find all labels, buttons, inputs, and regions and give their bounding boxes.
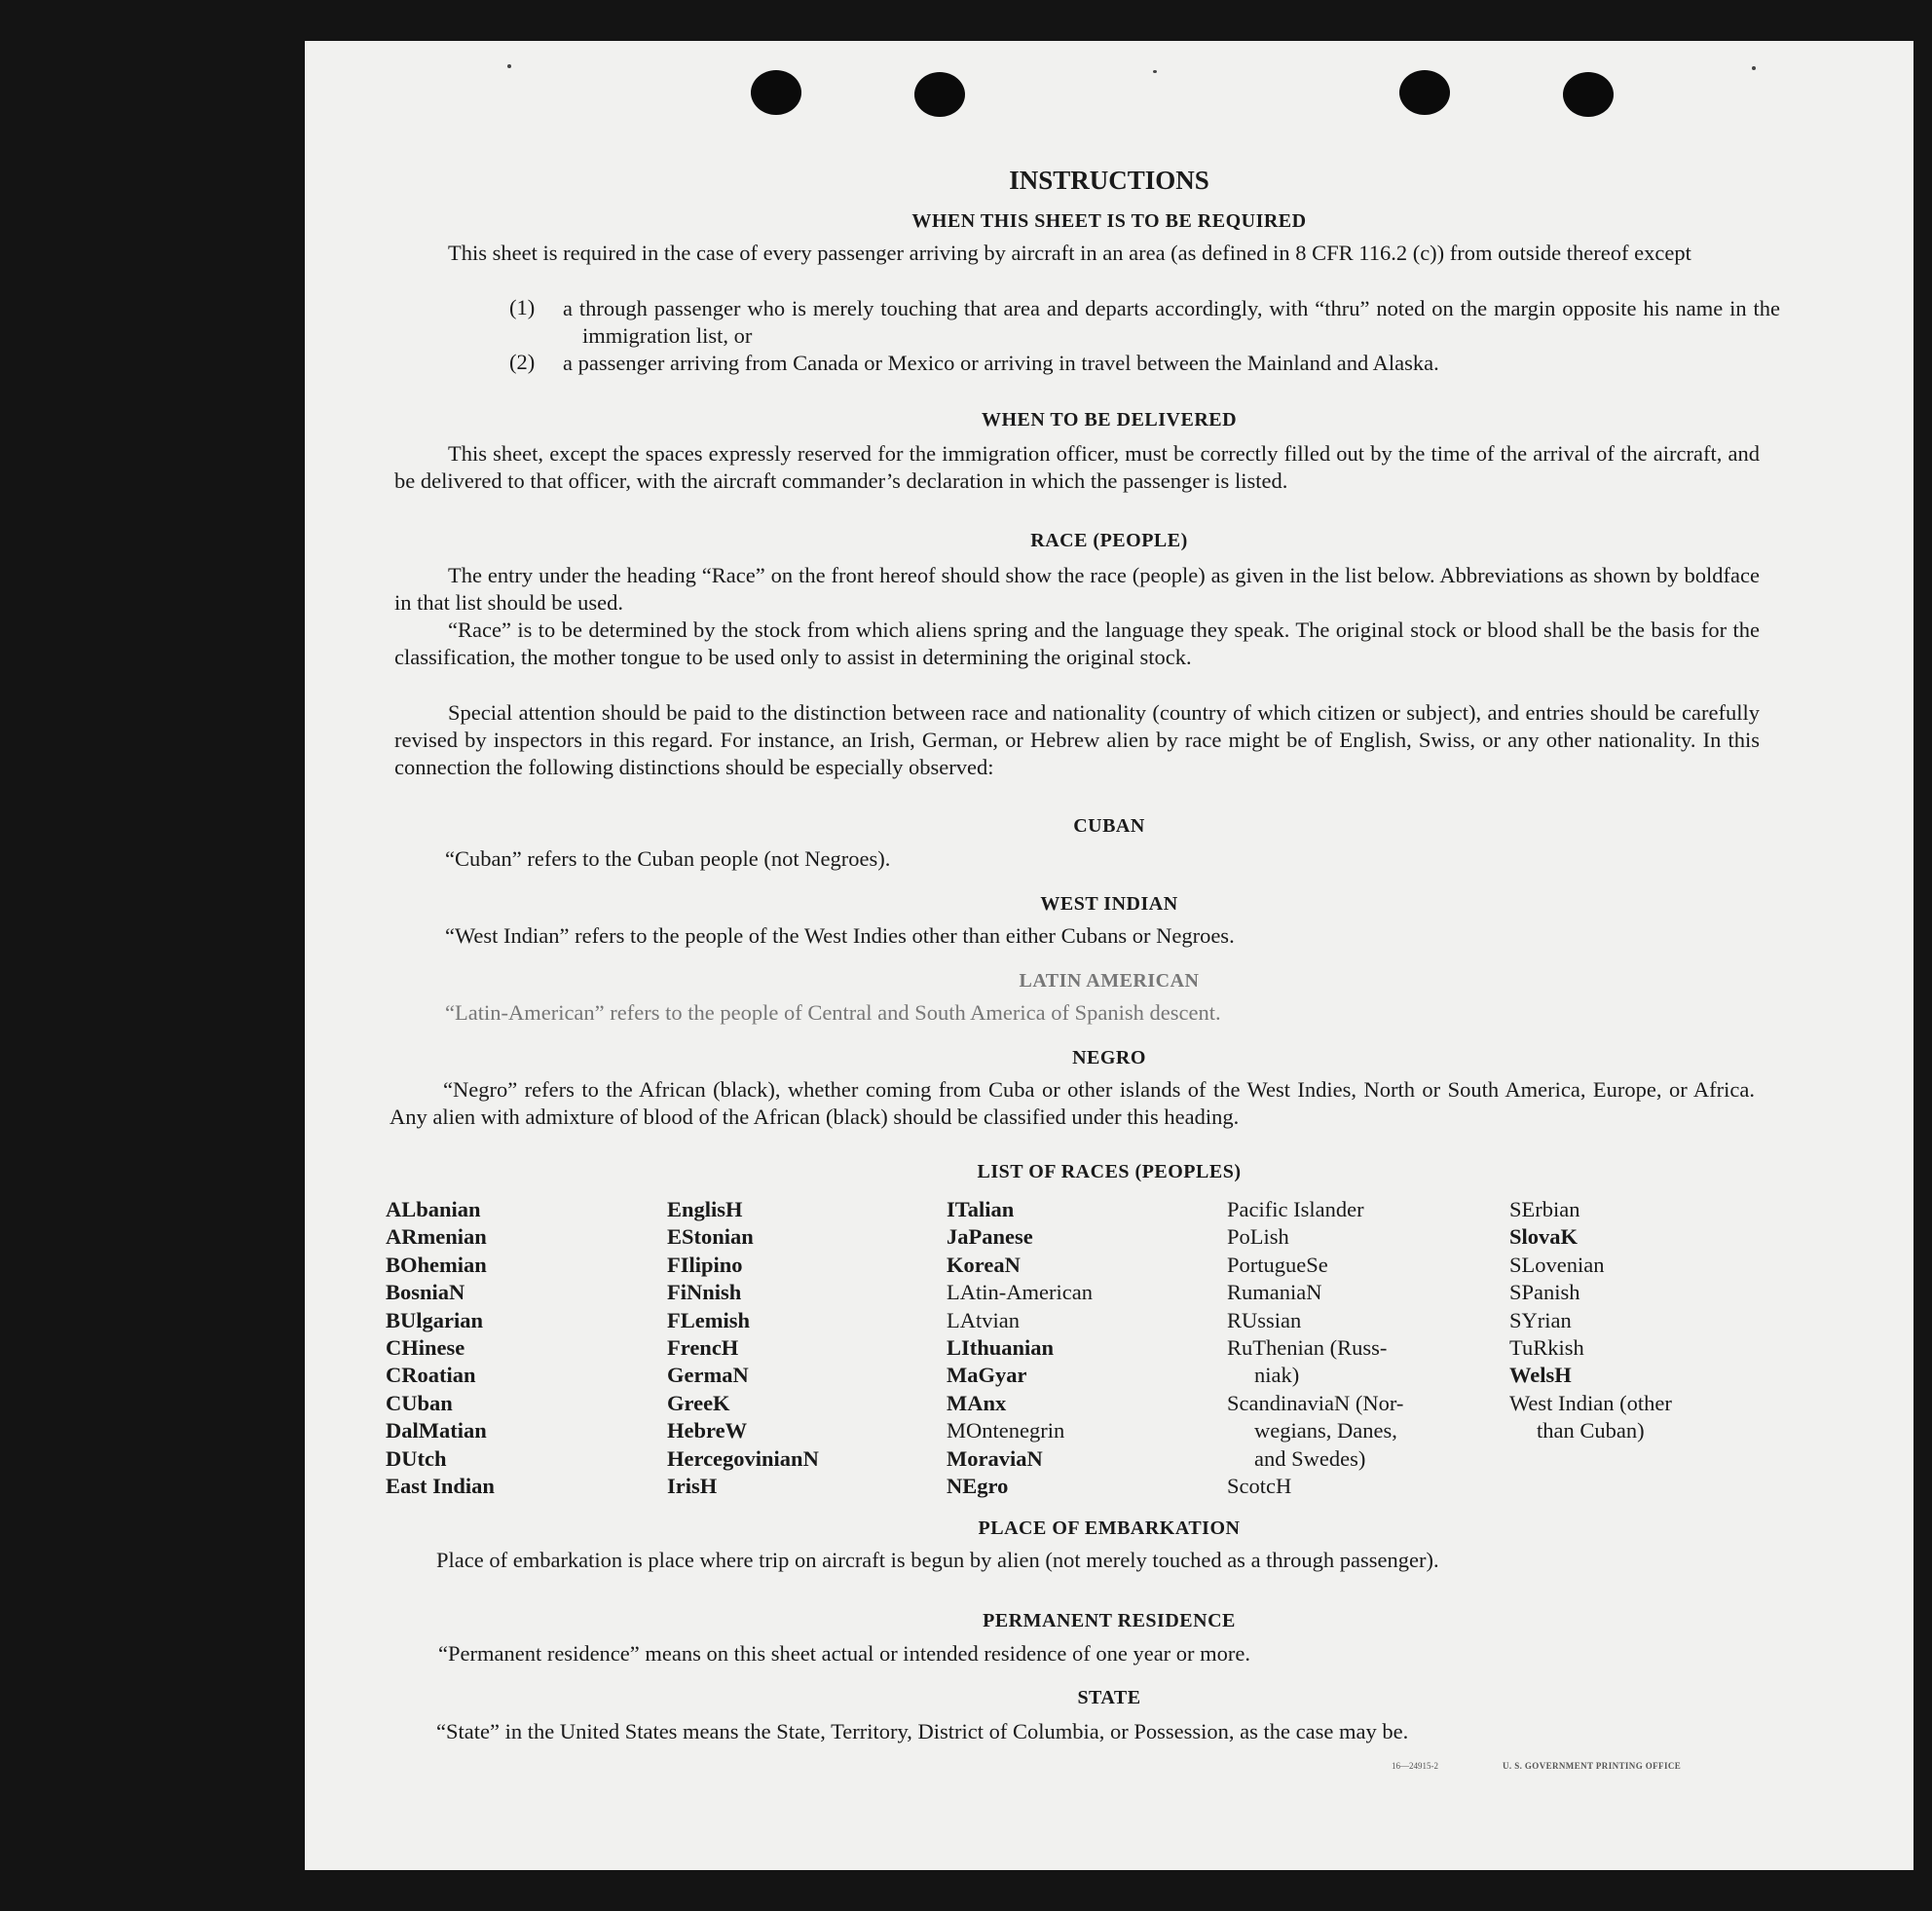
race-entry: SPanish — [1509, 1280, 1580, 1305]
punch-hole — [914, 72, 965, 117]
race-entry: MaGyar — [947, 1363, 1027, 1388]
race-entry: FrencH — [667, 1335, 739, 1361]
race-entry: NEgro — [947, 1474, 1009, 1499]
heading-west-indian: WEST INDIAN — [1040, 893, 1178, 915]
race-entry: EStonian — [667, 1224, 754, 1250]
race-entry: RumaniaN — [1227, 1280, 1322, 1305]
race-entry: GreeK — [667, 1390, 730, 1415]
race-entry: ScandinaviaN (Nor- — [1227, 1390, 1404, 1415]
race-entry: PortugueSe — [1227, 1252, 1328, 1277]
item-2-text: a passenger arriving from Canada or Mexico or arriving in travel between the Mainland and Alaska. — [563, 351, 1439, 375]
paragraph-west-indian: “West Indian” refers to the people of the West Indies other than either Cubans or Negroes. — [445, 923, 1235, 948]
heading-latin-american: LATIN AMERICAN — [1019, 970, 1200, 992]
paragraph-race-2: “Race” is to be determined by the stock from which aliens spring and the language they speak. The original stock or blood shall be the basis for the classification, the mother tongue to be used only to assist in determining the original stock. — [394, 618, 1760, 669]
heading-when-required: WHEN THIS SHEET IS TO BE REQUIRED — [911, 210, 1307, 232]
paragraph-latin-american: “Latin-American” refers to the people of Central and South America of Spanish descent. — [445, 1000, 1221, 1025]
printer-credit: U. S. GOVERNMENT PRINTING OFFICE — [1503, 1761, 1682, 1771]
paragraph-race-1: The entry under the heading “Race” on the front hereof should show the race (people) as given in the list below. Abbreviations as shown by boldface in that list should be used. — [394, 563, 1760, 615]
race-entry: TuRkish — [1509, 1335, 1584, 1361]
race-entry: CHinese — [386, 1335, 465, 1361]
race-entry: BOhemian — [386, 1252, 487, 1277]
race-entry: FLemish — [667, 1307, 751, 1332]
race-entry: ALbanian — [386, 1197, 481, 1221]
paragraph-negro: “Negro” refers to the African (black), whether coming from Cuba or other islands of the West Indies, North or South America, Europe, or Africa. Any alien with admixture of blood of the African (black) should be classified under this heading. — [390, 1077, 1755, 1129]
race-entry: DUtch — [386, 1445, 447, 1471]
races-column-2 — [667, 1196, 819, 1500]
race-entry: and Swedes) — [1254, 1445, 1366, 1471]
race-entry: niak) — [1254, 1363, 1300, 1388]
race-entry: SErbian — [1509, 1197, 1580, 1221]
dust-speck — [507, 64, 511, 68]
paragraph-cuban: “Cuban” refers to the Cuban people (not Negroes). — [445, 846, 891, 871]
race-entry: PoLish — [1227, 1224, 1289, 1250]
race-entry: FiNnish — [667, 1280, 742, 1305]
punch-hole — [1399, 70, 1450, 115]
race-entry: LAtvian — [947, 1307, 1020, 1332]
race-entry: HebreW — [667, 1418, 748, 1443]
race-entry: IrisH — [667, 1474, 718, 1499]
document-sheet — [305, 41, 1913, 1870]
race-entry: ScotcH — [1227, 1474, 1292, 1499]
paragraph-delivered: This sheet, except the spaces expressly reserved for the immigration officer, must be correctly filled out by the time of the arrival of the aircraft, and be delivered to that officer, with the aircraft commander’s declaration in which the passenger is listed. — [394, 441, 1760, 493]
race-entry: SlovaK — [1509, 1224, 1579, 1250]
race-entry: ITalian — [947, 1197, 1015, 1221]
paragraph-residence: “Permanent residence” means on this sheet actual or intended residence of one year or more. — [438, 1641, 1251, 1666]
race-entry: JaPanese — [947, 1224, 1033, 1250]
race-entry: MAnx — [947, 1390, 1007, 1415]
race-entry: FIlipino — [667, 1252, 743, 1277]
race-entry: ARmenian — [386, 1224, 487, 1250]
form-number: 16—24915-2 — [1392, 1761, 1438, 1771]
race-entry: RUssian — [1227, 1307, 1302, 1332]
race-entry: SYrian — [1509, 1307, 1572, 1332]
race-entry: West Indian (other — [1509, 1390, 1672, 1415]
race-entry: wegians, Danes, — [1254, 1418, 1397, 1443]
title-instructions: INSTRUCTIONS — [1009, 166, 1209, 195]
dust-speck — [1752, 66, 1756, 70]
heading-race: RACE (PEOPLE) — [1030, 530, 1188, 551]
race-entry: CUban — [386, 1390, 453, 1415]
heading-list-of-races: LIST OF RACES (PEOPLES) — [977, 1161, 1242, 1182]
race-entry: than Cuban) — [1537, 1418, 1645, 1443]
race-entry: CRoatian — [386, 1363, 476, 1388]
heading-when-delivered: WHEN TO BE DELIVERED — [981, 409, 1238, 431]
paragraph-embarkation: Place of embarkation is place where trip on aircraft is begun by alien (not merely touched as a through passenger). — [436, 1548, 1439, 1572]
item-number-2: (2) — [509, 350, 536, 374]
dust-speck — [1153, 70, 1157, 73]
heading-permanent-residence: PERMANENT RESIDENCE — [983, 1610, 1236, 1631]
race-entry: MoraviaN — [947, 1445, 1043, 1471]
race-entry: GermaN — [667, 1363, 749, 1388]
punch-hole — [1563, 72, 1614, 117]
punch-hole — [751, 70, 801, 115]
paragraph-race-3: Special attention should be paid to the distinction between race and nationality (country of which citizen or subject), and entries should be carefully revised by inspectors in this regard. For instance, an Irish, German, or Hebrew alien by race might be of English, Swiss, or any other nationality. In this connection the following distinctions should be especially observed: — [394, 700, 1760, 779]
paragraph-state: “State” in the United States means the State, Territory, District of Columbia, or Possession, as the case may be. — [436, 1719, 1409, 1743]
heading-cuban: CUBAN — [1073, 815, 1145, 837]
race-entry: BUlgarian — [386, 1307, 484, 1332]
races-column-4 — [1227, 1196, 1403, 1500]
race-entry: LIthuanian — [947, 1335, 1055, 1361]
race-entry: EnglisH — [667, 1197, 743, 1221]
item-number-1: (1) — [509, 295, 536, 319]
races-column-1 — [386, 1196, 495, 1500]
race-entry: BosniaN — [386, 1280, 465, 1305]
heading-negro: NEGRO — [1072, 1047, 1146, 1068]
race-entry: MOntenegrin — [947, 1418, 1065, 1443]
race-entry: Pacific Islander — [1227, 1197, 1364, 1221]
races-column-5 — [1509, 1196, 1672, 1445]
heading-place-of-embarkation: PLACE OF EMBARKATION — [978, 1518, 1241, 1539]
race-entry: DalMatian — [386, 1418, 487, 1443]
item-1-text: a through passenger who is merely touching that area and departs accordingly, with “thru” noted on the margin opposite his name in the immigration list, or — [563, 296, 1780, 348]
race-entry: HercegovinianN — [667, 1445, 819, 1471]
race-entry: SLovenian — [1509, 1252, 1605, 1277]
heading-state: STATE — [1077, 1687, 1141, 1708]
race-entry: WelsH — [1509, 1363, 1572, 1388]
race-entry: East Indian — [386, 1474, 495, 1499]
races-column-3 — [947, 1196, 1093, 1500]
paragraph-required-intro: This sheet is required in the case of every passenger arriving by aircraft in an area (as defined in 8 CFR 116.2 (c)) from outside thereof except — [448, 241, 1691, 265]
race-entry: KoreaN — [947, 1252, 1021, 1277]
race-entry: RuThenian (Russ- — [1227, 1335, 1388, 1361]
race-entry: LAtin-American — [947, 1280, 1093, 1305]
